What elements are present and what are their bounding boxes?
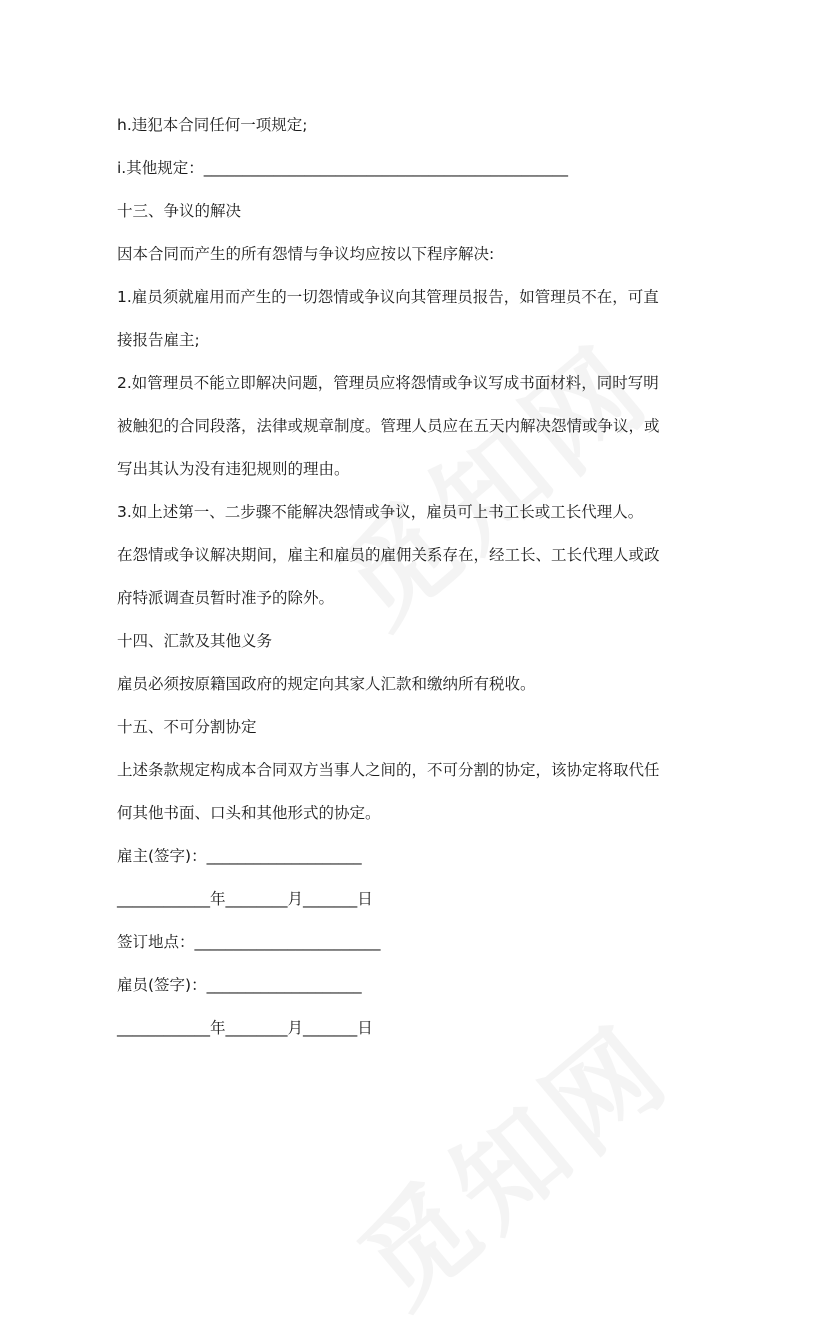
paragraph: 写出其认为没有违犯规则的理由。 [117, 460, 350, 478]
employee-signature: 雇员(签字)：____________________ [117, 976, 362, 994]
employee-date: ____________年________月_______日 [117, 1019, 373, 1037]
clause-i-other-rules: i.其他规定：_______________________________________________ [117, 159, 568, 177]
section-14-heading: 十四、汇款及其他义务 [117, 632, 273, 650]
paragraph: 因本合同而产生的所有怨情与争议均应按以下程序解决: [117, 245, 495, 263]
watermark [301, 303, 678, 655]
paragraph: 在怨情或争议解决期间，雇主和雇员的雇佣关系存在，经工长、工长代理人或政 [117, 546, 660, 564]
paragraph: 1.雇员须就雇用而产生的一切怨情或争议向其管理员报告，如管理员不在，可直 [117, 288, 659, 306]
paragraph: 何其他书面、口头和其他形式的协定。 [117, 804, 381, 822]
paragraph: 2.如管理员不能立即解决问题，管理员应将怨情或争议写成书面材料，同时写明 [117, 374, 659, 392]
paragraph: 被触犯的合同段落，法律或规章制度。管理人员应在五天内解决怨情或争议，或 [117, 417, 660, 435]
employer-signature: 雇主(签字)：____________________ [117, 847, 362, 865]
signing-place: 签订地点：________________________ [117, 933, 381, 951]
paragraph: 雇员必须按原籍国政府的规定向其家人汇款和缴纳所有税收。 [117, 675, 536, 693]
employer-date: ____________年________月_______日 [117, 890, 373, 908]
section-15-heading: 十五、不可分割协定 [117, 718, 257, 736]
paragraph: 接报告雇主; [117, 331, 200, 349]
paragraph: 3.如上述第一、二步骤不能解决怨情或争议，雇员可上书工长或工长代理人。 [117, 503, 644, 521]
section-13-heading: 十三、争议的解决 [117, 202, 242, 220]
paragraph: 上述条款规定构成本合同双方当事人之间的，不可分割的协定，该协定将取代任 [117, 761, 660, 779]
watermark [321, 983, 698, 1335]
clause-h: h.违犯本合同任何一项规定; [117, 116, 308, 134]
paragraph: 府特派调查员暂时准予的除外。 [117, 589, 335, 607]
